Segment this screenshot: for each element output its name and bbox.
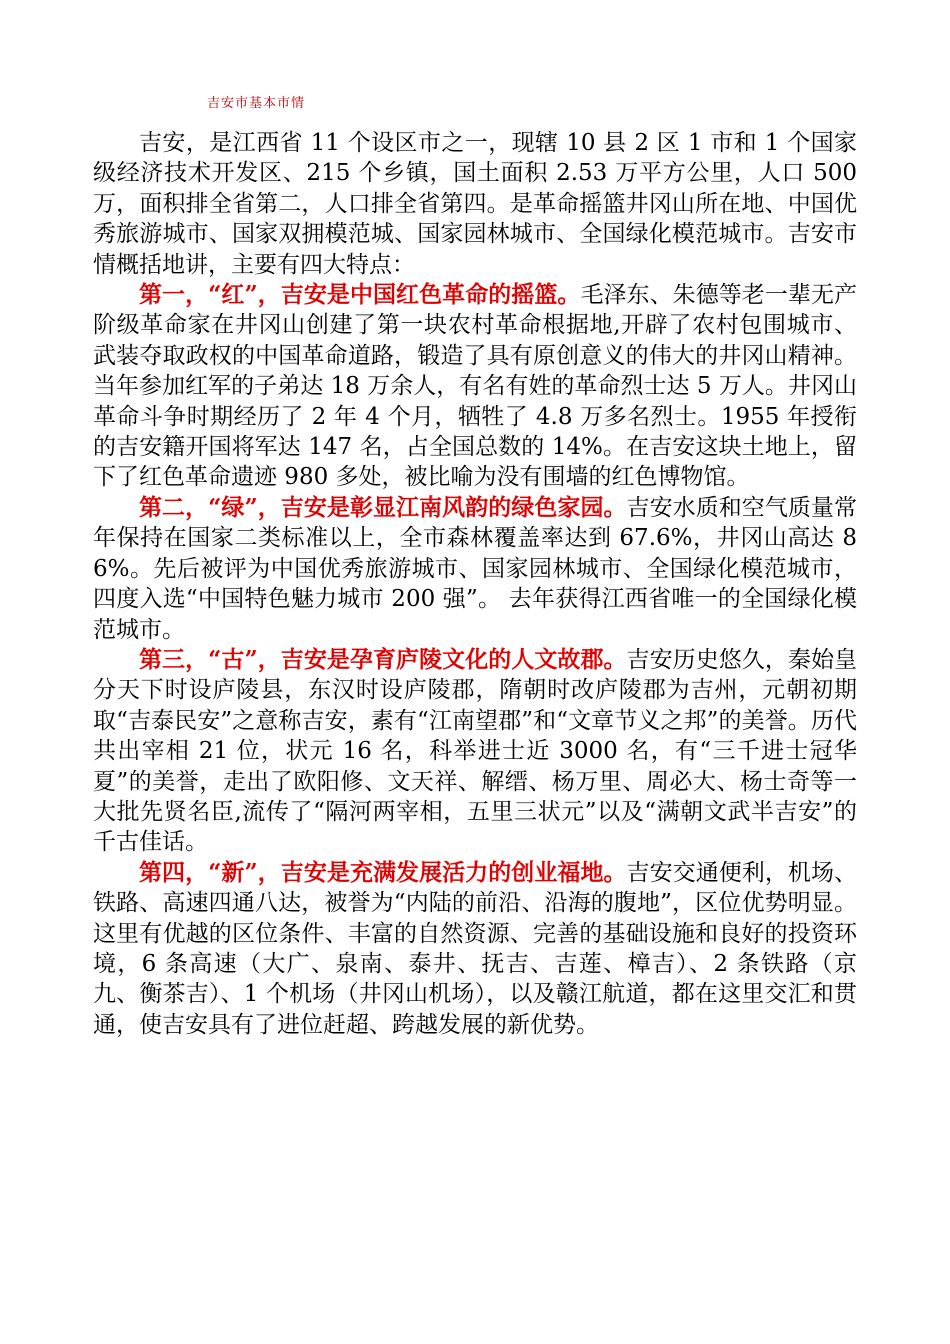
page-header: 吉安市基本市情 [207, 96, 306, 111]
section-green-heading: 第二，“绿”，吉安是彰显江南风韵的绿色家园。 [139, 493, 627, 521]
intro-paragraph: 吉安，是江西省 11 个设区市之一，现辖 10 县 2 区 1 市和 1 个国家级经济技术开发区、215 个乡镇，国土面积 2.53 万平方公里，人口 500 万，面积排全省第二，人口排全省第四。是革命摇篮井冈山所在地、中国优秀旅游城市、国家双拥模范城、国家园林城市、全国绿化模范城市。吉安市情概括地讲，主要有四大特点： [93, 130, 857, 278]
section-new-heading: 第四，“新”，吉安是充满发展活力的创业福地。 [139, 858, 627, 886]
document-body [93, 128, 857, 1040]
section-ancient-paragraph [93, 645, 857, 858]
section-green-text: 吉安水质和空气质量常年保持在国家二类标准以上，全市森林覆盖率达到 67.6%，井冈山高达 86%。先后被评为中国优秀旅游城市、国家园林城市、全国绿化模范城市，四度入选“中国特色魅力城市 200 强”。 去年获得江西省唯一的全国绿化模范城市。 [93, 494, 857, 643]
section-red-heading: 第一，“红”，吉安是中国红色革命的摇篮。 [139, 281, 581, 309]
section-green-paragraph [93, 493, 857, 645]
section-ancient-heading: 第三，“古”，吉安是孕育庐陵文化的人文故郡。 [139, 645, 627, 673]
section-new-text: 吉安交通便利，机场、铁路、高速四通八达，被誉为“内陆的前沿、沿海的腹地”，区位优势明显。这里有优越的区位条件、丰富的自然资源、完善的基础设施和良好的投资环境，6 条高速（大广、泉南、泰井、抚吉、吉莲、樟吉）、2 条铁路（京九、衡茶吉）、1 个机场（井冈山机场），以及赣江航道，都在这里交汇和贯通，使吉安具有了进位赶超、跨越发展的新优势。 [93, 859, 857, 1038]
section-new-paragraph [93, 858, 857, 1040]
section-red-paragraph [93, 280, 857, 493]
section-red-text: 毛泽东、朱德等老一辈无产阶级革命家在井冈山创建了第一块农村革命根据地,开辟了农村包围城市、武装夺取政权的中国革命道路，锻造了具有原创意义的伟大的井冈山精神。当年参加红军的子弟达 18 万余人，有名有姓的革命烈士达 5 万人。井冈山革命斗争时期经历了 2 年 4 个月，牺牲了 4.8 万多名烈士。1955 年授衔的吉安籍开国将军达 147 名，占全国总数的 14%。在吉安这块土地上，留下了红色革命遗迹 980 多处，被比喻为没有围墙的红色博物馆。 [93, 282, 857, 491]
section-ancient-text: 吉安历史悠久，秦始皇分天下时设庐陵县，东汉时设庐陵郡，隋朝时改庐陵郡为吉州，元朝初期取“吉泰民安”之意称吉安，素有“江南望郡”和“文章节义之邦”的美誉。历代共出宰相 21 位，状元 16 名，科举进士近 3000 名，有“三千进士冠华夏”的美誉，走出了欧阳修、文天祥、解缙、杨万里、周必大、杨士奇等一大批先贤名臣,流传了“隔河两宰相，五里三状元”以及“满朝文武半吉安”的千古佳话。 [93, 646, 857, 856]
